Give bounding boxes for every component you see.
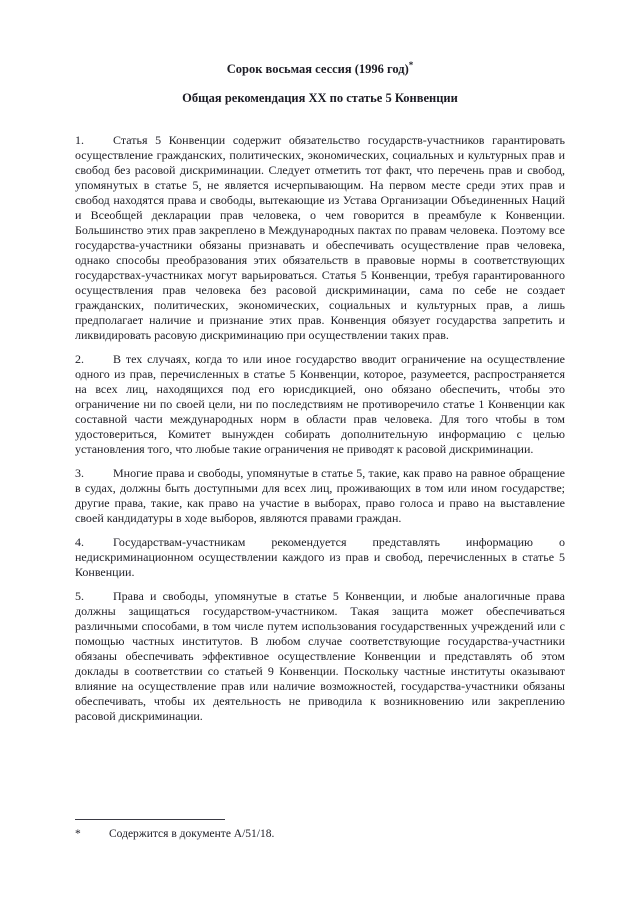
footnote-marker: * — [75, 828, 81, 840]
paragraph-3-text: Многие права и свободы, упомянутые в статье 5, такие, как право на равное обращение в судах, должны быть доступными для всех лиц, проживающих в том или ином государстве; другие права, такие, как право на участие в выборах, право голоса и право на выставление своей кандидатуры в ходе выборов, являются правами граждан. — [75, 466, 565, 526]
footnote-area — [75, 819, 565, 841]
paragraph-3 — [75, 466, 565, 526]
footnote-divider — [75, 819, 225, 820]
paragraph-5-number: 5. — [75, 589, 84, 604]
paragraph-3-number: 3. — [75, 466, 84, 481]
footnote-text: Содержится в документе A/51/18. — [109, 828, 275, 840]
paragraph-1-text: Статья 5 Конвенции содержит обязательство государств-участников гарантировать осуществление гражданских, политических, экономических, социальных и культурных прав и свобод без расовой дискриминации. Следует отметить тот факт, что перечень прав и свобод, упомянутых в статье 5, не является исчерпывающим. На первом месте среди этих прав и свобод находятся права и свободы, вытекающие из Устава Организации Объединенных Наций и Всеобщей декларации прав человека, о чем говорится в преамбуле к Конвенции. Большинство этих прав закреплено в Международных пактах по правам человека. Поэтому все государства-участники обязаны признавать и обеспечивать осуществление прав человека, однако способы преобразования этих обязательств в правовые нормы в соответствующих государствах-участниках могут варьироваться. Статья 5 Конвенции, требуя гарантированного осуществления прав человека без расовой дискриминации, сама по себе не создает гражданских, политических, экономических, социальных и культурных прав, а лишь предполагает наличие и признание этих прав. Конвенция обязует государства запретить и ликвидировать расовую дискриминацию при осуществлении таких прав. — [75, 133, 565, 343]
paragraph-5 — [75, 589, 565, 724]
session-title — [75, 58, 565, 77]
paragraph-4-number: 4. — [75, 535, 84, 550]
paragraph-2 — [75, 352, 565, 457]
paragraph-2-text: В тех случаях, когда то или иное государство вводит ограничение на осуществление одного из прав, перечисленных в статье 5 Конвенции, которое, разумеется, распространяется на всех лиц, находящихся под его юрисдикцией, оно обязано обеспечить, чтобы это ограничение ни по своей цели, ни по последствиям не противоречило статье 1 Конвенции как составной части международных норм в области прав человека. Для того чтобы в том удостовериться, Комитет вынужден собирать дополнительную информацию с целью установления того, что любые такие ограничения не приводят к расовой дискриминации. — [75, 352, 565, 457]
paragraph-1 — [75, 133, 565, 343]
paragraph-4 — [75, 535, 565, 580]
footnote-reference: * — [408, 60, 414, 70]
footnote-line — [75, 827, 565, 841]
paragraph-4-text: Государствам-участникам рекомендуется представлять информацию о недискриминационном осуществлении каждого из прав и свобод, перечисленных в статье 5 Конвенции. — [75, 535, 565, 580]
session-title-text: Сорок восьмая сессия (1996 год) — [226, 62, 409, 77]
paragraph-2-number: 2. — [75, 352, 84, 367]
document-title: Общая рекомендация XX по статье 5 Конвенции — [182, 91, 458, 106]
document-body — [75, 58, 565, 733]
paragraph-1-number: 1. — [75, 133, 84, 148]
paragraph-5-text: Права и свободы, упомянутые в статье 5 Конвенции, и любые аналогичные права должны защищаться государством-участником. Такая защита может обеспечиваться различными способами, в том числе путем использования государственных учреждений или с помощью частных институтов. В любом случае соответствующие государства-участники обязаны обеспечивать эффективное осуществление Конвенции и представлять об этом доклады в соответствии со статьей 9 Конвенции. Поскольку частные институты оказывают влияние на осуществление прав или наличие возможностей, государства-участники обязаны обеспечивать, чтобы их деятельность не приводила к возникновению или закреплению расовой дискриминации. — [75, 589, 565, 724]
